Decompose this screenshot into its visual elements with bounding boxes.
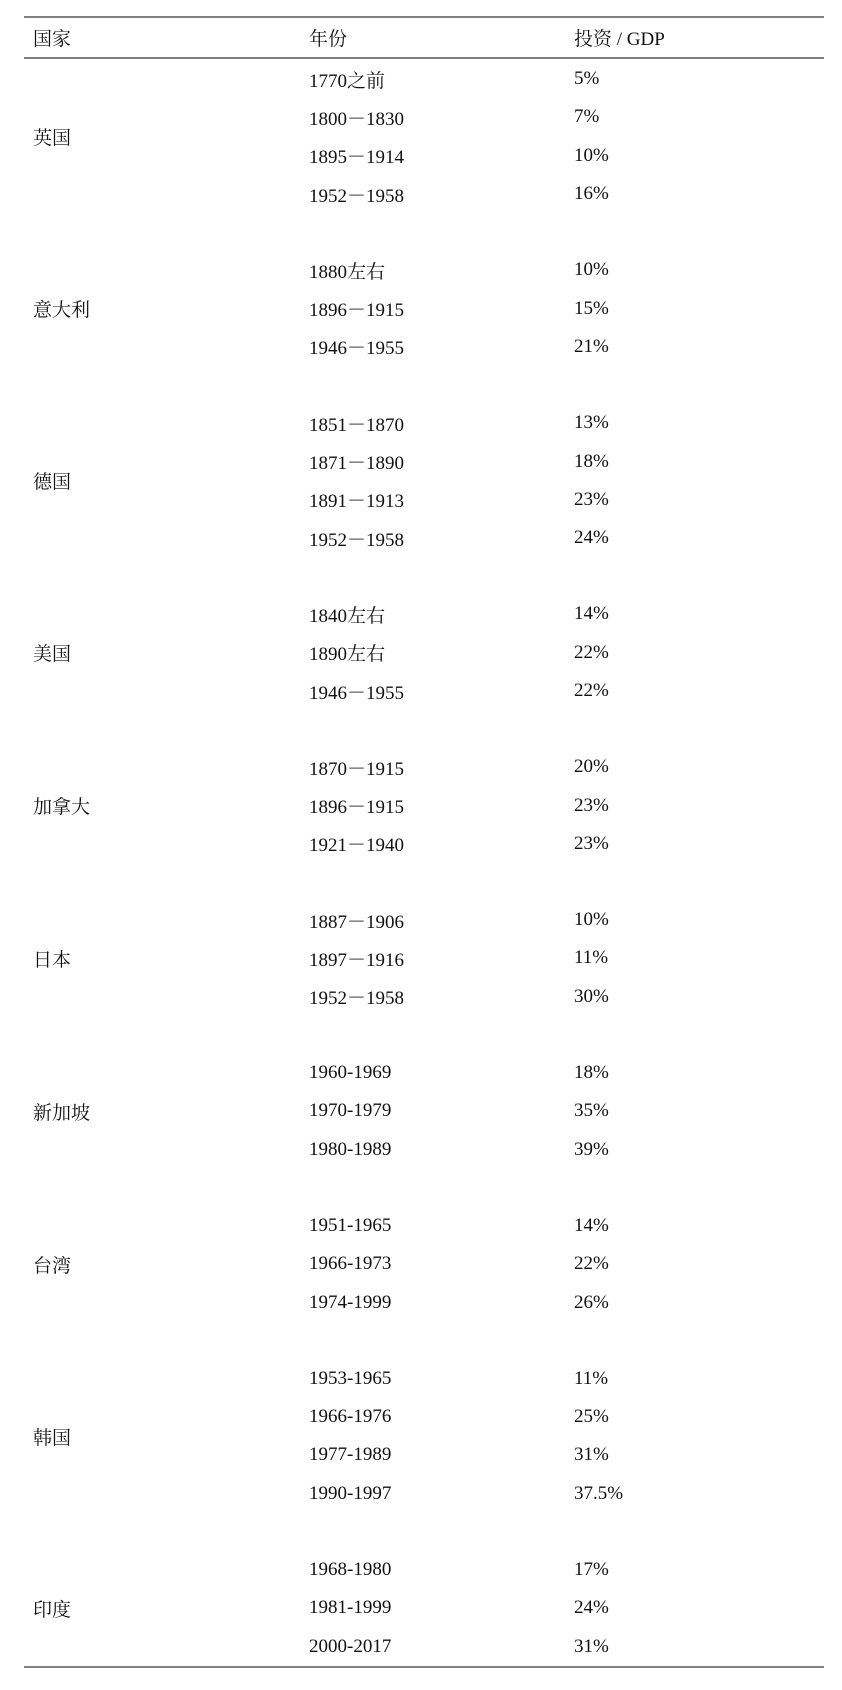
table-row: [300, 1054, 824, 1092]
investment-gdp-cell: 22%: [574, 680, 609, 701]
investment-gdp-cell: 30%: [574, 985, 609, 1007]
period-cell: 1952－1958: [309, 988, 405, 1010]
bottom-rule: [24, 1666, 824, 1668]
country-cell: 韩国: [33, 1427, 72, 1449]
group-spacer: [24, 1169, 824, 1207]
period-cell: 1840左右: [309, 605, 386, 627]
group-spacer: [24, 863, 824, 901]
table-row: [300, 901, 824, 939]
investment-gdp-cell: 31%: [574, 1444, 609, 1466]
period-cell: 1946－1955: [309, 338, 405, 360]
investment-gdp-cell: 7%: [574, 106, 600, 128]
investment-gdp-cell: 18%: [574, 450, 609, 472]
period-cell: 1974-1999: [309, 1291, 392, 1313]
investment-gdp-cell: 37.5%: [574, 1482, 624, 1504]
period-cell: 1897－1916: [309, 949, 405, 971]
period-cell: 1966-1973: [309, 1253, 392, 1275]
period-cell: 1800－1830: [309, 108, 405, 130]
table-row: [300, 1398, 824, 1436]
investment-gdp-table: [24, 16, 824, 1668]
investment-gdp-cell: 21%: [574, 335, 609, 357]
investment-gdp-cell: 24%: [574, 527, 609, 549]
header-period: 年份: [309, 29, 348, 50]
table-row: [300, 519, 824, 557]
period-cell: 1880左右: [309, 261, 386, 283]
table-body: [24, 59, 824, 1666]
table-row: [300, 289, 824, 327]
country-group: [24, 595, 824, 710]
country-group: [24, 901, 824, 1016]
period-cell: 1891－1913: [309, 491, 405, 513]
table-row: [300, 60, 824, 98]
table-row: [300, 595, 824, 633]
investment-gdp-cell: 10%: [574, 259, 609, 281]
period-cell: 1977-1989: [309, 1444, 392, 1466]
country-cell: 英国: [33, 128, 72, 150]
table-row: [300, 939, 824, 977]
country-group: [24, 1360, 824, 1513]
table-row: [300, 404, 824, 442]
period-cell: 1896－1915: [309, 300, 405, 322]
table-row: [300, 1245, 824, 1283]
table-row: [300, 98, 824, 136]
investment-gdp-cell: 26%: [574, 1291, 609, 1313]
group-spacer: [24, 557, 824, 595]
investment-gdp-cell: 23%: [574, 488, 609, 510]
table-row: [300, 1207, 824, 1245]
period-cell: 1946－1955: [309, 682, 405, 704]
table-row: [300, 442, 824, 480]
period-cell: 2000-2017: [309, 1635, 392, 1657]
country-cell: 印度: [33, 1599, 72, 1621]
period-cell: 1952－1958: [309, 529, 405, 551]
country-cell: 美国: [33, 644, 72, 666]
table-row: [300, 786, 824, 824]
investment-gdp-cell: 25%: [574, 1406, 609, 1428]
group-spacer: [24, 1513, 824, 1551]
period-cell: 1851－1870: [309, 414, 405, 436]
country-group: [24, 1551, 824, 1666]
period-cell: 1896－1915: [309, 797, 405, 819]
period-cell: 1968-1980: [309, 1559, 392, 1581]
table-row: [300, 137, 824, 175]
table-row: [300, 251, 824, 289]
period-cell: 1870－1915: [309, 758, 405, 780]
group-spacer: [24, 1016, 824, 1054]
table-row: [300, 1092, 824, 1130]
table-row: [300, 328, 824, 366]
table-row: [300, 1628, 824, 1666]
period-cell: 1895－1914: [309, 147, 405, 169]
period-cell: 1951-1965: [309, 1214, 392, 1236]
period-cell: 1953-1965: [309, 1367, 392, 1389]
group-spacer: [24, 1322, 824, 1360]
investment-gdp-cell: 15%: [574, 297, 609, 319]
investment-gdp-cell: 14%: [574, 1214, 609, 1236]
table-row: [300, 1589, 824, 1627]
country-group: [24, 251, 824, 366]
investment-gdp-cell: 16%: [574, 183, 609, 205]
period-cell: 1970-1979: [309, 1100, 392, 1122]
group-spacer: [24, 213, 824, 251]
investment-gdp-cell: 39%: [574, 1138, 609, 1160]
country-group: [24, 1207, 824, 1322]
period-cell: 1966-1976: [309, 1406, 392, 1428]
investment-gdp-cell: 18%: [574, 1062, 609, 1084]
investment-gdp-cell: 20%: [574, 756, 609, 778]
country-cell: 新加坡: [33, 1102, 91, 1124]
group-spacer: [24, 366, 824, 404]
country-cell: 德国: [33, 472, 72, 494]
table-row: [300, 1131, 824, 1169]
investment-gdp-cell: 5%: [574, 68, 600, 90]
investment-gdp-cell: 11%: [574, 947, 609, 969]
table-row: [300, 634, 824, 672]
country-cell: 加拿大: [33, 797, 91, 819]
table-row: [300, 1360, 824, 1398]
investment-gdp-cell: 23%: [574, 832, 609, 854]
table-row: [300, 978, 824, 1016]
period-cell: 1981-1999: [309, 1597, 392, 1619]
header-country: 国家: [33, 29, 72, 50]
investment-gdp-cell: 24%: [574, 1597, 609, 1619]
period-cell: 1980-1989: [309, 1138, 392, 1160]
period-cell: 1921－1940: [309, 835, 405, 857]
table-row: [300, 1283, 824, 1321]
country-group: [24, 1054, 824, 1169]
country-cell: 台湾: [33, 1255, 72, 1277]
investment-gdp-cell: 13%: [574, 412, 609, 434]
period-cell: 1960-1969: [309, 1062, 392, 1084]
country-group: [24, 60, 824, 213]
investment-gdp-cell: 14%: [574, 603, 609, 625]
table-row: [300, 481, 824, 519]
table-row: [300, 825, 824, 863]
table-row: [300, 748, 824, 786]
period-cell: 1890左右: [309, 644, 386, 666]
investment-gdp-cell: 17%: [574, 1559, 609, 1581]
table-row: [300, 1436, 824, 1474]
table-row: [300, 175, 824, 213]
period-cell: 1952－1958: [309, 185, 405, 207]
investment-gdp-cell: 11%: [574, 1367, 609, 1389]
investment-gdp-cell: 23%: [574, 794, 609, 816]
country-group: [24, 748, 824, 863]
country-cell: 日本: [33, 949, 72, 971]
investment-gdp-cell: 22%: [574, 1253, 609, 1275]
period-cell: 1990-1997: [309, 1482, 392, 1504]
investment-gdp-cell: 10%: [574, 144, 609, 166]
investment-gdp-cell: 10%: [574, 909, 609, 931]
investment-gdp-cell: 31%: [574, 1635, 609, 1657]
period-cell: 1871－1890: [309, 453, 405, 475]
investment-gdp-cell: 35%: [574, 1100, 609, 1122]
investment-gdp-cell: 22%: [574, 641, 609, 663]
country-cell: 意大利: [33, 300, 91, 322]
period-cell: 1770之前: [309, 70, 386, 92]
table-row: [300, 1475, 824, 1513]
header-investment-gdp: 投资 / GDP: [574, 29, 665, 50]
period-cell: 1887－1906: [309, 911, 405, 933]
country-group: [24, 404, 824, 557]
table-row: [300, 672, 824, 710]
group-spacer: [24, 710, 824, 748]
table-row: [300, 1551, 824, 1589]
table-header: [24, 18, 824, 57]
